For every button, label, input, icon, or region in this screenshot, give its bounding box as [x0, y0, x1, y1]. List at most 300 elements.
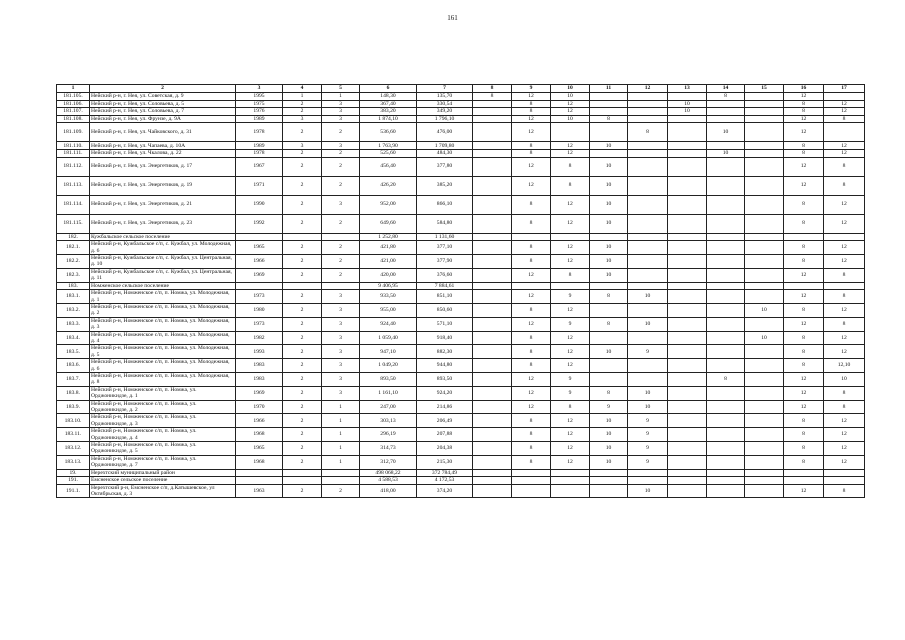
table-cell: 866,10	[417, 195, 473, 214]
table-cell: Нейский р-н, Номженское с/п, п. Номжа, ул. Молодежная, д. 6	[90, 359, 236, 373]
table-cell	[745, 157, 784, 176]
column-header: 10	[551, 85, 590, 93]
table-cell	[707, 428, 745, 442]
table-cell: Нейский р-н, Номженское с/п, п. Номжа, ул. Орджоникидзе, д. 3	[90, 414, 236, 428]
table-cell	[824, 93, 865, 101]
table-cell	[745, 233, 784, 241]
table-cell: 1 874,10	[360, 115, 417, 123]
table-cell: 1993	[236, 345, 283, 359]
table-cell: 183.11.	[57, 428, 90, 442]
table-cell: 8	[784, 142, 824, 150]
table-cell: 1968	[236, 455, 283, 469]
table-cell	[668, 149, 707, 157]
column-header: 9	[512, 85, 551, 93]
table-cell: Нейский р-н, Номженское с/п, п. Номжа, ул. Орджоникидзе, д. 2	[90, 400, 236, 414]
table-cell: 12	[824, 414, 865, 428]
table-cell: 3	[322, 195, 360, 214]
table-cell	[628, 176, 668, 195]
table-cell: 10	[628, 400, 668, 414]
table-cell: 181.112.	[57, 157, 90, 176]
table-cell	[473, 484, 512, 498]
table-cell: Нейский р-н, Номженское с/п, п. Номжа, ул. Орджоникидзе, д. 1	[90, 386, 236, 400]
table-cell	[668, 268, 707, 282]
table-cell: 1969	[236, 386, 283, 400]
table-cell: 182.	[57, 233, 90, 241]
table-cell: 12	[551, 359, 590, 373]
table-cell: 8	[551, 268, 590, 282]
table-cell: 12	[784, 115, 824, 123]
table-cell	[707, 214, 745, 233]
table-cell	[322, 469, 360, 477]
table-cell	[745, 149, 784, 157]
table-cell	[512, 477, 551, 485]
table-cell: 933,50	[360, 290, 417, 304]
table-cell	[473, 233, 512, 241]
table-cell: 181.110.	[57, 142, 90, 150]
column-header: 11	[590, 85, 628, 93]
table-cell	[512, 282, 551, 290]
table-cell: 8	[824, 176, 865, 195]
table-cell: 421,80	[360, 241, 417, 255]
table-cell	[784, 469, 824, 477]
table-cell: 183.9.	[57, 400, 90, 414]
table-cell: 314,73	[360, 441, 417, 455]
table-cell: 183.1.	[57, 290, 90, 304]
table-cell	[473, 303, 512, 317]
table-cell: 385,20	[417, 176, 473, 195]
table-cell	[668, 176, 707, 195]
table-cell: 10	[628, 290, 668, 304]
table-cell: 183.13.	[57, 455, 90, 469]
table-cell	[628, 142, 668, 150]
table-cell: 893,50	[360, 372, 417, 386]
table-cell	[473, 100, 512, 108]
table-cell: 12	[551, 142, 590, 150]
table-cell: 12	[551, 149, 590, 157]
table-cell: 1966	[236, 254, 283, 268]
table-cell: 9	[551, 372, 590, 386]
table-cell: 12	[512, 290, 551, 304]
table-cell: 3	[322, 290, 360, 304]
table-row	[57, 317, 865, 331]
table-cell	[745, 241, 784, 255]
page-number: 161	[447, 14, 458, 22]
table-cell	[473, 268, 512, 282]
table-cell	[824, 469, 865, 477]
table-cell	[668, 469, 707, 477]
table-cell: Нейский р-н, Номженское с/п, п. Номжа, ул. Орджоникидзе, д. 5	[90, 441, 236, 455]
table-row	[57, 303, 865, 317]
table-cell	[236, 469, 283, 477]
table-cell	[628, 149, 668, 157]
table-cell	[473, 115, 512, 123]
table-cell: 8	[824, 484, 865, 498]
table-cell: 377,80	[417, 157, 473, 176]
table-cell	[590, 484, 628, 498]
table-cell	[473, 157, 512, 176]
table-cell: 2	[322, 241, 360, 255]
table-cell	[707, 484, 745, 498]
table-cell: 918,40	[417, 331, 473, 345]
table-cell: 8	[784, 441, 824, 455]
table-cell: 10	[590, 214, 628, 233]
table-row	[57, 268, 865, 282]
table-cell: 1990	[236, 195, 283, 214]
table-cell: 12	[512, 123, 551, 142]
housing-table	[56, 84, 865, 498]
table-cell: 1978	[236, 149, 283, 157]
table-cell	[707, 455, 745, 469]
table-cell: 8	[784, 303, 824, 317]
table-cell	[745, 195, 784, 214]
table-cell	[473, 290, 512, 304]
table-cell: 498 068,22	[360, 469, 417, 477]
table-cell: 9	[628, 441, 668, 455]
table-cell: 8	[784, 214, 824, 233]
table-cell	[745, 108, 784, 116]
table-cell: 2	[283, 345, 322, 359]
table-cell: 2	[283, 241, 322, 255]
table-cell	[707, 254, 745, 268]
table-cell: 215,30	[417, 455, 473, 469]
table-cell: 8	[551, 157, 590, 176]
table-cell: Нерехтский муниципальный район	[90, 469, 236, 477]
table-cell: 8	[512, 214, 551, 233]
table-cell	[707, 345, 745, 359]
table-cell	[745, 345, 784, 359]
table-cell: Нейский р-н, Кужбальское с/п, с. Кужбал, ул. Центральная, д. 10	[90, 254, 236, 268]
table-cell: 10	[590, 157, 628, 176]
table-cell	[668, 254, 707, 268]
table-cell	[668, 455, 707, 469]
table-cell: 1 763,90	[360, 142, 417, 150]
table-cell: 1	[322, 93, 360, 101]
table-cell	[628, 233, 668, 241]
table-cell: 181.111.	[57, 149, 90, 157]
table-cell	[784, 477, 824, 485]
table-cell: 851,10	[417, 290, 473, 304]
table-cell	[512, 469, 551, 477]
table-cell: 8	[512, 441, 551, 455]
table-cell	[707, 108, 745, 116]
table-cell	[473, 331, 512, 345]
table-cell: 2	[283, 268, 322, 282]
table-cell: 10	[551, 115, 590, 123]
table-cell: 12	[784, 484, 824, 498]
table-cell	[707, 477, 745, 485]
table-cell	[668, 303, 707, 317]
table-cell: 1	[322, 400, 360, 414]
table-cell	[707, 195, 745, 214]
table-cell	[473, 142, 512, 150]
table-cell: 8	[784, 414, 824, 428]
table-cell: Номженское сельское поселение	[90, 282, 236, 290]
table-row	[57, 477, 865, 485]
table-cell	[668, 400, 707, 414]
table-cell	[745, 359, 784, 373]
table-cell: 10	[590, 428, 628, 442]
table-cell: 182.1.	[57, 241, 90, 255]
table-cell: 12	[551, 241, 590, 255]
table-cell: Нейский р-н, Номженское с/п, п. Номжа, ул. Молодежная, д. 5	[90, 345, 236, 359]
table-cell: 8	[512, 414, 551, 428]
table-cell	[707, 241, 745, 255]
table-cell	[283, 282, 322, 290]
table-cell	[473, 386, 512, 400]
table-cell: 183.12.	[57, 441, 90, 455]
table-cell: 10	[668, 108, 707, 116]
table-cell: 2	[283, 455, 322, 469]
table-cell	[707, 268, 745, 282]
table-cell: 12	[512, 317, 551, 331]
table-row	[57, 290, 865, 304]
table-cell: 10	[590, 142, 628, 150]
table-cell	[668, 115, 707, 123]
table-cell: 12	[551, 345, 590, 359]
table-cell: Нейский р-н, Номженское с/п, п. Номжа, ул. Орджоникидзе, д. 7	[90, 455, 236, 469]
table-row	[57, 93, 865, 101]
table-cell: 12	[824, 142, 865, 150]
table-cell	[590, 372, 628, 386]
table-cell: 9	[551, 386, 590, 400]
table-cell: 2	[322, 484, 360, 498]
table-cell	[668, 157, 707, 176]
table-cell: 204,38	[417, 441, 473, 455]
table-cell	[628, 359, 668, 373]
table-cell: 330,54	[417, 100, 473, 108]
table-cell	[745, 176, 784, 195]
table-cell: 8	[512, 254, 551, 268]
table-row	[57, 386, 865, 400]
table-cell	[824, 282, 865, 290]
table-cell: 525,60	[360, 149, 417, 157]
table-cell: 420,00	[360, 268, 417, 282]
table-cell: 182.3.	[57, 268, 90, 282]
table-cell: 183.4.	[57, 331, 90, 345]
table-cell	[473, 108, 512, 116]
table-cell	[668, 331, 707, 345]
table-cell: 183.6.	[57, 359, 90, 373]
table-cell: 183.8.	[57, 386, 90, 400]
table-cell: 8	[590, 317, 628, 331]
table-cell	[784, 282, 824, 290]
table-cell	[551, 469, 590, 477]
table-cell: Нейский р-н, Кужбальское с/п, с. Кужбал, ул. Центральная, д. 11	[90, 268, 236, 282]
table-cell: Нейский р-н, г. Нея, ул. Энергетиков, д. 19	[90, 176, 236, 195]
column-header: 4	[283, 85, 322, 93]
table-cell: 183.10.	[57, 414, 90, 428]
table-cell	[668, 214, 707, 233]
table-cell: 8	[512, 455, 551, 469]
table-cell	[473, 477, 512, 485]
table-cell: 8	[512, 108, 551, 116]
table-row	[57, 233, 865, 241]
table-cell: Кужбальское сельское поселение	[90, 233, 236, 241]
table-cell	[668, 372, 707, 386]
table-cell: 4 172,53	[417, 477, 473, 485]
table-cell: 12	[784, 93, 824, 101]
table-cell: Нейский р-н, Номженское с/п, п. Номжа, ул. Молодежная, д. 3	[90, 317, 236, 331]
table-cell: 2	[322, 123, 360, 142]
table-cell: 12	[512, 268, 551, 282]
table-row	[57, 428, 865, 442]
table-cell	[590, 331, 628, 345]
table-cell: 2	[283, 254, 322, 268]
table-cell: 181.106.	[57, 100, 90, 108]
table-cell	[707, 331, 745, 345]
table-cell: Нейский р-н, г. Нея, ул. Соловьева, д. 7	[90, 108, 236, 116]
table-cell	[283, 233, 322, 241]
table-cell: 924,40	[360, 317, 417, 331]
table-cell	[745, 455, 784, 469]
table-cell	[551, 484, 590, 498]
column-header: 17	[824, 85, 865, 93]
table-cell: 584,80	[417, 214, 473, 233]
table-cell: 8	[512, 345, 551, 359]
table-cell: 12	[512, 157, 551, 176]
table-cell: 8	[824, 386, 865, 400]
table-cell: 8	[784, 108, 824, 116]
table-cell	[473, 254, 512, 268]
table-row	[57, 484, 865, 498]
table-row	[57, 441, 865, 455]
table-cell: 181.115.	[57, 214, 90, 233]
table-cell	[473, 414, 512, 428]
table-cell	[668, 195, 707, 214]
table-cell: 12	[551, 254, 590, 268]
table-cell	[473, 149, 512, 157]
table-cell: 12	[551, 414, 590, 428]
table-cell	[283, 477, 322, 485]
table-cell	[707, 100, 745, 108]
table-cell	[745, 469, 784, 477]
table-cell: 1989	[236, 115, 283, 123]
table-cell	[512, 233, 551, 241]
table-row	[57, 214, 865, 233]
table-cell: 8	[784, 455, 824, 469]
table-cell	[707, 115, 745, 123]
table-cell: 3	[322, 345, 360, 359]
table-cell	[824, 123, 865, 142]
table-cell: 207,88	[417, 428, 473, 442]
table-cell	[628, 214, 668, 233]
table-cell: 1970	[236, 400, 283, 414]
table-cell: 12	[784, 400, 824, 414]
table-cell	[668, 441, 707, 455]
table-cell: 3	[322, 108, 360, 116]
table-cell: 12	[824, 303, 865, 317]
table-cell	[707, 386, 745, 400]
table-cell	[590, 108, 628, 116]
table-cell: 383,20	[360, 108, 417, 116]
table-cell: 12	[512, 176, 551, 195]
table-cell	[707, 233, 745, 241]
table-cell: 1975	[236, 100, 283, 108]
table-cell: 12	[824, 441, 865, 455]
table-row	[57, 455, 865, 469]
table-cell	[668, 317, 707, 331]
table-cell: 183.3.	[57, 317, 90, 331]
table-cell: 12	[551, 331, 590, 345]
table-cell: 8	[824, 115, 865, 123]
table-cell: 181.108.	[57, 115, 90, 123]
table-cell	[322, 233, 360, 241]
table-cell	[473, 469, 512, 477]
table-cell: 8	[590, 386, 628, 400]
table-cell: 10	[590, 414, 628, 428]
table-cell: 19.	[57, 469, 90, 477]
table-cell: 1965	[236, 241, 283, 255]
table-cell: 2	[283, 372, 322, 386]
table-cell: 247,00	[360, 400, 417, 414]
table-cell: 10	[590, 268, 628, 282]
table-cell: 2	[322, 176, 360, 195]
table-cell: 183.7.	[57, 372, 90, 386]
table-cell: 2	[283, 100, 322, 108]
column-header: 12	[628, 85, 668, 93]
table-cell	[824, 233, 865, 241]
table-body	[57, 93, 865, 498]
table-cell	[668, 477, 707, 485]
table-cell: 10	[551, 93, 590, 101]
table-cell: 183.5.	[57, 345, 90, 359]
table-cell	[668, 123, 707, 142]
table-cell: 1 059,40	[360, 331, 417, 345]
table-cell: 2	[283, 303, 322, 317]
table-cell	[707, 176, 745, 195]
table-cell: 12	[512, 400, 551, 414]
table-cell: 12	[512, 115, 551, 123]
table-cell: 8	[551, 176, 590, 195]
table-cell	[473, 214, 512, 233]
table-cell: 2	[322, 254, 360, 268]
table-cell: 1995	[236, 93, 283, 101]
table-cell: 3	[322, 100, 360, 108]
table-cell: 191.	[57, 477, 90, 485]
table-cell: 12	[784, 176, 824, 195]
table-cell: 426,20	[360, 176, 417, 195]
table-cell: 12	[824, 214, 865, 233]
table-cell: 376,60	[417, 268, 473, 282]
table-cell: 9	[628, 428, 668, 442]
table-cell	[473, 317, 512, 331]
table-cell: 10	[590, 254, 628, 268]
table-cell: 1969	[236, 268, 283, 282]
table-cell: 181.109.	[57, 123, 90, 142]
table-cell: 12	[551, 428, 590, 442]
table-row	[57, 195, 865, 214]
table-cell	[322, 477, 360, 485]
table-cell: 9	[551, 290, 590, 304]
table-cell: 374,20	[417, 484, 473, 498]
table-cell: 1976	[236, 108, 283, 116]
table-cell: 8	[784, 428, 824, 442]
table-cell	[628, 303, 668, 317]
table-cell: 1971	[236, 176, 283, 195]
table-cell: Нейский р-н, г. Нея, ул. Соловьева, д. 5	[90, 100, 236, 108]
table-cell	[322, 282, 360, 290]
table-cell	[473, 455, 512, 469]
table-cell: 181.107.	[57, 108, 90, 116]
table-cell: 12	[824, 345, 865, 359]
table-cell: 10	[824, 372, 865, 386]
table-cell: Нейский р-н, г. Нея, ул. Чкалова, д. 22	[90, 149, 236, 157]
table-row	[57, 123, 865, 142]
table-row	[57, 469, 865, 477]
table-cell	[707, 441, 745, 455]
table-cell	[628, 268, 668, 282]
table-cell	[668, 345, 707, 359]
